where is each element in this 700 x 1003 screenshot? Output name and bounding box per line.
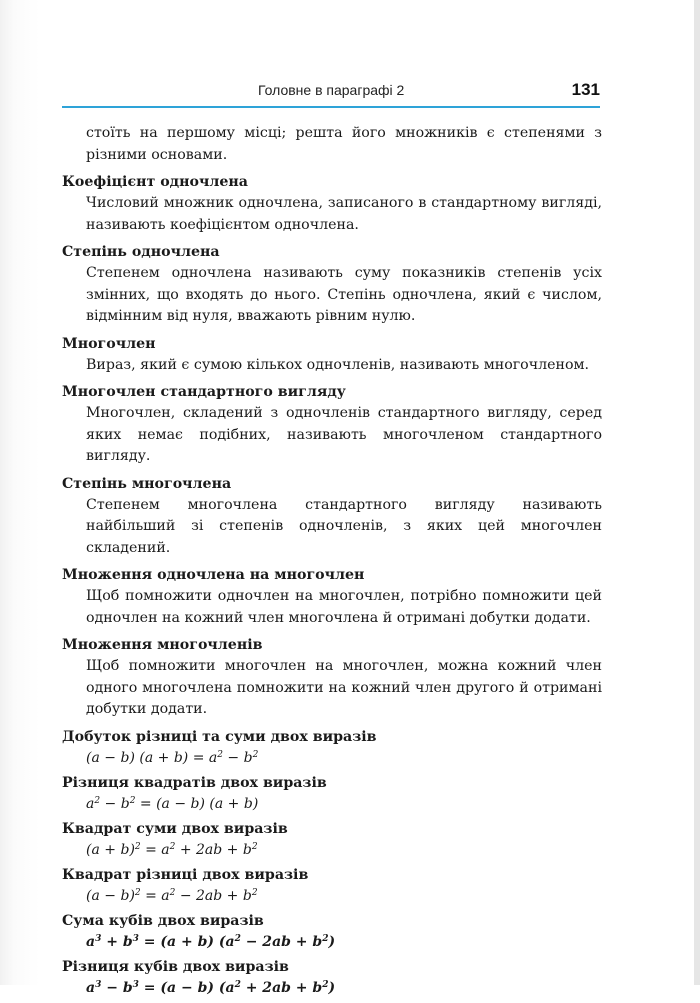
formula-term: Різниця кубів двох виразів (62, 958, 289, 975)
definition-term: Множення многочленів (62, 637, 263, 653)
definition-text: Щоб помножити многочлен на многочлен, можна кожний член одного многочлена помножити на кожний член другого й отримані добутки додати. (86, 658, 602, 717)
page-content (62, 123, 602, 1003)
definition-text: Степенем многочлена стандартного вигляду називають найбільший зі степенів одночленів, з яких цей многочлен складений. (86, 496, 602, 556)
formula: (a − b) $(a + b) = a^2 - b^2$ (86, 749, 259, 766)
definition-block (62, 635, 602, 721)
definition-term: Степінь одночлена (62, 244, 220, 260)
formula-block (62, 773, 602, 815)
formula: $a^2 - b^2 = (a - b) (a + b)$ (86, 795, 259, 812)
definition-block (62, 565, 602, 629)
definition-block (62, 242, 602, 328)
formula-term: Сума кубів двох виразів (62, 912, 264, 929)
page-number: 131 (571, 80, 600, 99)
formula: $(a - b)^2 = a^2 - 2ab + b^2$ (86, 887, 258, 904)
formula-block (62, 865, 602, 907)
definition-text: Степенем одночлена називають суму показників степенів усіх змінних, що входять до нього. Степінь одночлена, який є числом, відмінним від нуля, вважають рівним нулю. (86, 265, 602, 324)
definition-text: Многочлен, складений з одночленів стандартного вигляду, серед яких немає подібних, називають многочленом стандартного вигляду. (86, 405, 602, 464)
definition-term: Коефіцієнт одночлена (62, 174, 248, 190)
formula-block (62, 957, 602, 999)
definition-block (62, 334, 602, 377)
formula-block (62, 911, 602, 953)
definition-block (62, 172, 602, 236)
definition-term: Степінь многочлена (62, 475, 232, 492)
definition-term: Множення одночлена на многочлен (62, 567, 365, 583)
definition-block (62, 382, 602, 468)
header-rule (62, 106, 600, 108)
formula: $(a + b)^2 = a^2 + 2ab + b^2$ (86, 841, 258, 858)
definition-text: Числовий множник одночлена, записаного в стандартному вигляді, називають коефіцієнтом одночлена. (86, 195, 602, 233)
page-header (62, 82, 600, 110)
formula-block (62, 727, 602, 769)
definition-text: Вираз, який є сумою кількох одночленів, називають многочленом. (86, 356, 590, 373)
definition-text: Щоб помножити одночлен на многочлен, потрібно помножити цей одночлен на кожний член многочлена й отримані добутки додати. (86, 588, 602, 626)
formula-block (62, 819, 602, 861)
definition-block (62, 474, 602, 560)
intro-paragraph: стоїть на першому місці; решта його множників є степенями з різними основами. (86, 125, 602, 163)
formula-term: Добуток різниці та суми двох виразів (62, 728, 377, 745)
definition-term: Многочлен (62, 335, 156, 352)
definition-term: Многочлен стандартного вигляду (62, 384, 346, 400)
formula: $a^3 + b^3 = (a + b) (a^2 - 2ab + b^2)$ (86, 933, 336, 950)
formula-term: Квадрат різниці двох виразів (62, 866, 309, 883)
formula-term: Різниця квадратів двох виразів (62, 774, 327, 791)
formula-term: Квадрат суми двох виразів (62, 820, 288, 837)
formula: $a^3 - b^3 = (a - b) (a^2 + 2ab + b^2)$ (86, 979, 336, 996)
header-title: Головне в параграфі 2 (258, 82, 405, 98)
